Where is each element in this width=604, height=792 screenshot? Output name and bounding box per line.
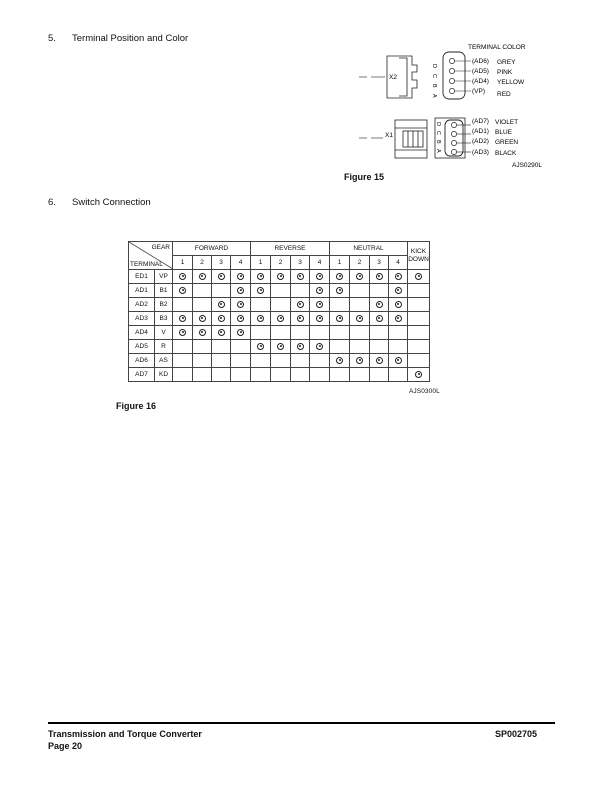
x2-pin-a-socket [449,88,454,93]
connection-cell [330,326,350,340]
x1-terminal-c: (AD1) [472,128,489,135]
connection-cell [370,340,389,354]
connection-cell [291,368,310,382]
x1-color-a: BLACK [495,150,517,157]
connection-cell [310,270,330,284]
x1-pin-b: B [435,140,441,144]
connection-cell [251,270,271,284]
connection-dot-icon [179,315,186,322]
connection-cell [212,326,231,340]
table-row [129,326,430,340]
connection-dot-icon [277,273,284,280]
x2-pin-a: A [431,94,437,98]
connection-cell [330,312,350,326]
connection-dot-icon [218,273,225,280]
connection-cell [370,284,389,298]
x2-terminal-b: (AD4) [472,78,489,85]
connection-cell [251,354,271,368]
connection-dot-icon [218,301,225,308]
section-6-title: Switch Connection [72,197,151,208]
connection-cell [251,298,271,312]
x1-pin-a-socket [451,149,456,154]
connection-dot-icon [297,301,304,308]
x2-terminal-d: (AD6) [472,58,489,65]
x1-connector-face [445,120,463,156]
connection-dot-icon [356,315,363,322]
connection-cell [408,326,430,340]
forward-gear-3: 3 [212,256,231,270]
row-code: B2 [155,298,173,312]
connection-cell [389,326,408,340]
forward-gear-4: 4 [231,256,251,270]
connection-dot-icon [257,287,264,294]
table-row [129,298,430,312]
connection-cell [408,298,430,312]
footer-rule [48,722,555,724]
connection-cell [271,270,291,284]
table-row [129,354,430,368]
connection-dot-icon [199,329,206,336]
connection-cell [389,312,408,326]
row-terminal: ED1 [129,270,155,284]
connection-dot-icon [395,273,402,280]
neutral-gear-4: 4 [389,256,408,270]
connection-dot-icon [316,315,323,322]
connection-cell [330,368,350,382]
connection-cell [370,270,389,284]
x2-color-a: RED [497,91,511,98]
connection-cell [408,270,430,284]
connection-dot-icon [179,287,186,294]
x2-terminal-a: (VP) [472,88,485,95]
connection-cell [370,312,389,326]
connection-cell [231,340,251,354]
reverse-gear-2: 2 [271,256,291,270]
connection-cell [212,284,231,298]
x1-pin-c: C [435,131,441,135]
group-reverse-header: REVERSE [251,242,330,256]
connection-cell [193,326,212,340]
connection-cell [350,312,370,326]
connection-cell [271,340,291,354]
connection-cell [330,354,350,368]
x1-terminal-a: (AD3) [472,149,489,156]
connection-cell [173,368,193,382]
connection-cell [408,354,430,368]
neutral-gear-2: 2 [350,256,370,270]
table-row [129,340,430,354]
connection-cell [310,326,330,340]
table-row [129,312,430,326]
footer-page: Page 20 [48,741,83,751]
connection-dot-icon [395,287,402,294]
connection-cell [212,298,231,312]
connection-cell [231,368,251,382]
connection-cell [389,298,408,312]
connection-cell [251,326,271,340]
neutral-gear-3: 3 [370,256,389,270]
connection-cell [370,298,389,312]
corner-gear-label: GEAR [151,244,170,251]
connection-cell [310,284,330,298]
table-row [129,284,430,298]
connection-cell [330,340,350,354]
row-code: V [155,326,173,340]
connection-dot-icon [316,343,323,350]
footer-title: Transmission and Torque Converter [48,729,202,739]
connection-cell [370,354,389,368]
connection-cell [350,284,370,298]
connection-cell [291,284,310,298]
figure-15-diagram [355,40,565,170]
connection-cell [350,326,370,340]
connection-dot-icon [395,315,402,322]
connection-cell [330,298,350,312]
x2-pin-d-socket [449,58,454,63]
connection-dot-icon [237,301,244,308]
footer-doc-number: SP002705 [495,729,538,739]
connection-dot-icon [237,329,244,336]
row-code: R [155,340,173,354]
x2-label: X2 [389,74,397,81]
connection-cell [231,312,251,326]
connection-dot-icon [218,315,225,322]
connection-dot-icon [356,273,363,280]
connection-cell [389,284,408,298]
corner-terminal-label: TERMINAL [130,261,163,268]
connection-cell [212,312,231,326]
connection-dot-icon [218,329,225,336]
connection-dot-icon [376,315,383,322]
section-5-title: Terminal Position and Color [72,33,189,44]
row-code: B3 [155,312,173,326]
connection-dot-icon [415,371,422,378]
row-terminal: AD4 [129,326,155,340]
switch-connection-table [128,241,430,382]
connection-cell [193,340,212,354]
connection-dot-icon [395,357,402,364]
connection-cell [291,298,310,312]
connection-cell [330,284,350,298]
row-code: AS [155,354,173,368]
group-neutral-header: NEUTRAL [330,242,408,256]
connection-cell [212,270,231,284]
connection-dot-icon [257,343,264,350]
connection-cell [251,368,271,382]
connection-cell [370,368,389,382]
connection-cell [231,354,251,368]
x1-terminal-b: (AD2) [472,138,489,145]
connection-cell [193,284,212,298]
connection-cell [173,270,193,284]
connection-cell [389,270,408,284]
connection-dot-icon [179,329,186,336]
connection-cell [271,368,291,382]
connection-cell [310,298,330,312]
connection-cell [408,368,430,382]
connection-cell [212,354,231,368]
connection-dot-icon [336,287,343,294]
connection-cell [350,354,370,368]
connection-cell [291,270,310,284]
connection-dot-icon [237,315,244,322]
figure-15-code: AJS0290L [512,162,542,169]
forward-gear-1: 1 [173,256,193,270]
connection-dot-icon [316,287,323,294]
x2-pin-d: D [431,64,437,68]
connection-cell [350,368,370,382]
reverse-gear-4: 4 [310,256,330,270]
row-code: KD [155,368,173,382]
connection-cell [173,284,193,298]
connection-dot-icon [336,315,343,322]
connection-dot-icon [415,273,422,280]
connection-cell [291,354,310,368]
connection-dot-icon [356,357,363,364]
x1-connector-side [395,120,427,158]
section-5-number: 5. [48,33,56,44]
connection-cell [389,340,408,354]
row-terminal: AD2 [129,298,155,312]
connection-dot-icon [199,273,206,280]
connection-dot-icon [179,273,186,280]
connection-dot-icon [277,315,284,322]
connection-cell [231,326,251,340]
x1-label: X1 [385,132,393,139]
connection-cell [251,312,271,326]
figure-16-caption: Figure 16 [116,401,157,411]
connection-cell [231,270,251,284]
connection-cell [291,326,310,340]
connection-cell [173,354,193,368]
connection-cell [173,340,193,354]
connection-cell [271,284,291,298]
x2-pin-b-socket [449,78,454,83]
figure-16-code: AJS0300L [409,388,440,395]
x1-color-b: GREEN [495,139,519,146]
table-corner-cell [129,242,173,270]
group-forward-header: FORWARD [173,242,251,256]
x1-pin-c-socket [451,131,456,136]
row-terminal: AD7 [129,368,155,382]
row-terminal: AD6 [129,354,155,368]
x1-terminal-d: (AD7) [472,118,489,125]
connection-dot-icon [376,273,383,280]
x1-pin-d: D [435,122,441,126]
connection-cell [330,270,350,284]
x2-color-b: YELLOW [497,79,525,86]
connection-cell [408,340,430,354]
connection-cell [408,284,430,298]
connection-cell [271,354,291,368]
x2-pin-b: B [431,84,437,88]
connection-dot-icon [316,273,323,280]
connection-dot-icon [297,315,304,322]
connection-cell [291,312,310,326]
connection-cell [310,312,330,326]
row-terminal: AD1 [129,284,155,298]
x1-pin-d-socket [451,122,456,127]
connection-dot-icon [395,301,402,308]
connection-cell [408,312,430,326]
connection-cell [370,326,389,340]
connection-cell [271,312,291,326]
connection-cell [271,326,291,340]
kickdown-header: KICK DOWN [408,242,430,270]
connection-cell [212,340,231,354]
connection-cell [231,284,251,298]
x2-pin-c: C [431,74,437,78]
connection-cell [310,340,330,354]
connection-cell [389,354,408,368]
connection-dot-icon [199,315,206,322]
x2-color-c: PINK [497,69,513,76]
connection-dot-icon [277,343,284,350]
reverse-gear-1: 1 [251,256,271,270]
connection-cell [350,270,370,284]
connection-cell [193,298,212,312]
figure-15-caption: Figure 15 [344,172,385,182]
connection-cell [173,298,193,312]
section-6-number: 6. [48,197,56,208]
connection-dot-icon [316,301,323,308]
x2-color-d: GREY [497,59,516,66]
connection-cell [193,354,212,368]
row-code: VP [155,270,173,284]
connection-cell [310,368,330,382]
connection-cell [193,312,212,326]
x2-terminal-c: (AD5) [472,68,489,75]
connection-dot-icon [297,273,304,280]
x1-color-c: BLUE [495,129,512,136]
connection-cell [310,354,330,368]
connection-cell [271,298,291,312]
connection-dot-icon [336,273,343,280]
connection-dot-icon [237,273,244,280]
row-code: B1 [155,284,173,298]
forward-gear-2: 2 [193,256,212,270]
x1-pin-b-socket [451,140,456,145]
connection-cell [251,340,271,354]
connection-dot-icon [237,287,244,294]
connection-cell [389,368,408,382]
connection-cell [212,368,231,382]
row-terminal: AD3 [129,312,155,326]
connection-cell [193,368,212,382]
connection-cell [251,284,271,298]
connection-cell [193,270,212,284]
switch-table-body [129,270,430,382]
connection-dot-icon [336,357,343,364]
terminal-color-header: TERMINAL COLOR [468,44,526,51]
connection-cell [291,340,310,354]
row-terminal: AD5 [129,340,155,354]
reverse-gear-3: 3 [291,256,310,270]
connection-cell [350,298,370,312]
connection-dot-icon [376,301,383,308]
table-row [129,270,430,284]
connection-cell [173,312,193,326]
x1-pin-a: A [435,149,441,153]
connection-dot-icon [257,273,264,280]
connection-dot-icon [297,343,304,350]
table-row [129,368,430,382]
connection-cell [173,326,193,340]
connection-cell [350,340,370,354]
connection-dot-icon [257,315,264,322]
x1-color-d: VIOLET [495,119,519,126]
connection-dot-icon [376,357,383,364]
connection-cell [231,298,251,312]
neutral-gear-1: 1 [330,256,350,270]
x2-pin-c-socket [449,68,454,73]
